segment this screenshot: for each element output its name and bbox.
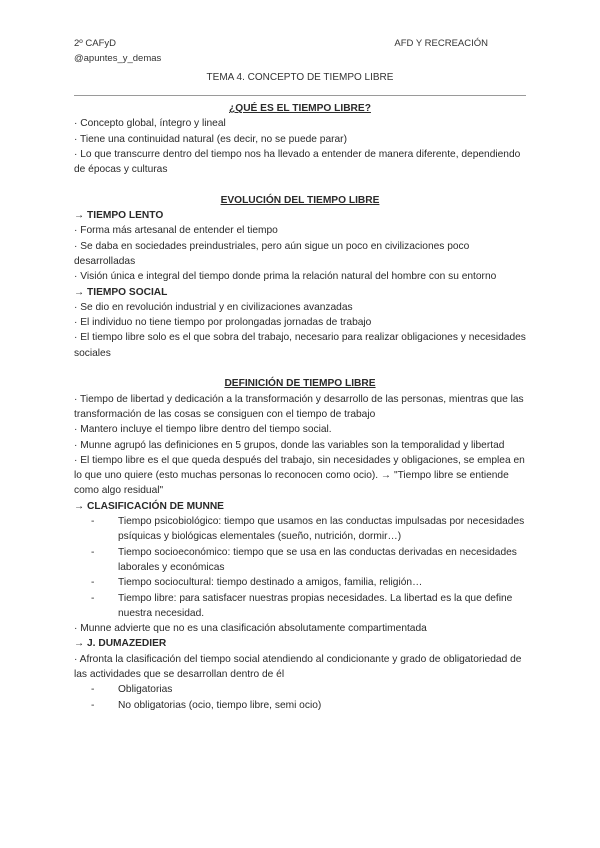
- list-item: - Tiempo sociocultural: tiempo destinado a amigos, familia, religión…: [74, 575, 526, 590]
- list-item: - No obligatorias (ocio, tiempo libre, semi ocio): [74, 698, 526, 713]
- bullet-line: · Munne advierte que no es una clasificación absolutamente compartimentada: [74, 623, 427, 635]
- list-item: - Obligatorias: [74, 682, 526, 697]
- bullet-line: · Se daba en sociedades preindustriales, pero aún sigue un poco en civilizaciones poco desarrolladas: [74, 240, 470, 267]
- list-item: - Tiempo socioeconómico: tiempo que se usa en las conductas derivadas en necesidades laborales y económicas: [91, 546, 517, 573]
- bullet-line: · Lo que transcurre dentro del tiempo nos ha llevado a entender de manera diferente, dependiendo de épocas y culturas: [74, 148, 521, 176]
- document-body: [74, 101, 526, 713]
- header-divider: [74, 95, 526, 96]
- bullet-line: · Visión única e integral del tiempo donde prima la relación natural del hombre con su entorno: [74, 271, 497, 283]
- bullet-line: · El tiempo libre solo es el que sobra del trabajo, necesario para realizar obligaciones y necesidades sociales: [74, 332, 526, 359]
- bullet-line: · Afronta la clasificación del tiempo social atendiendo al condicionante y grado de obligatoriedad de las actividades que se desarrollan dentro de él: [74, 653, 522, 680]
- course-label: 2º CAFyD: [74, 38, 117, 49]
- section-heading-definicion: DEFINICIÓN DE TIEMPO LIBRE: [224, 378, 376, 390]
- list-item: - Tiempo psicobiológico: tiempo que usamos en las conductas impulsadas por necesidades psíquicas y biológicas elementales (sueño, nutrición, dormir…): [91, 516, 525, 543]
- dash-marker: -: [91, 592, 95, 604]
- header-left: [74, 36, 161, 66]
- section-heading-evolucion: EVOLUCIÓN DEL TIEMPO LIBRE: [220, 194, 380, 206]
- dash-marker: -: [91, 516, 95, 528]
- bullet-line: · El tiempo libre es el que queda después del trabajo, sin necesidades y obligaciones, se emplea en lo que uno quiere (esto muchas personas lo reconocen como ocio). → "Tiempo libre se entiende como algo residual": [74, 454, 525, 497]
- page-title: TEMA 4. CONCEPTO DE TIEMPO LIBRE: [206, 72, 394, 83]
- bullet-line: · Mantero incluye el tiempo libre dentro del tiempo social.: [74, 424, 332, 436]
- bullet-line: · Concepto global, íntegro y lineal: [74, 118, 226, 130]
- section-heading-que-es: ¿QUÉ ES EL TIEMPO LIBRE?: [229, 103, 371, 114]
- bullet-line: · Tiene una continuidad natural (es decir, no se puede parar): [74, 133, 347, 145]
- bullet-line: · Tiempo de libertad y dedicación a la transformación y desarrollo de las personas, mientras que las transformación de las cosas se consiguen con el tiempo de trabajo: [74, 393, 524, 420]
- bullet-line: · El individuo no tiene tiempo por prolongadas jornadas de trabajo: [74, 317, 372, 329]
- dash-marker: -: [91, 546, 95, 558]
- dash-marker: -: [91, 577, 95, 589]
- subheading-dumazedier: → J. DUMAZEDIER: [74, 638, 167, 650]
- subject-label: AFD Y RECREACIÓN: [394, 38, 488, 49]
- subheading-tiempo-lento: → TIEMPO LENTO: [74, 210, 164, 222]
- bullet-line: · Se dio en revolución industrial y en civilizaciones avanzadas: [74, 301, 353, 313]
- bullet-line: · Forma más artesanal de entender el tiempo: [74, 225, 278, 237]
- list-item: - Tiempo libre: para satisfacer nuestras propias necesidades. La libertad es la que define nuestra necesidad.: [91, 592, 513, 619]
- subheading-tiempo-social: → TIEMPO SOCIAL: [74, 286, 168, 298]
- dash-marker: -: [91, 684, 95, 696]
- author-handle: @apuntes_y_demas: [74, 53, 162, 64]
- subheading-clasificacion-munne: → CLASIFICACIÓN DE MUNNE: [74, 500, 224, 512]
- dash-marker: -: [91, 699, 95, 711]
- bullet-line: · Munne agrupó las definiciones en 5 grupos, donde las variables son la temporalidad y libertad: [74, 439, 505, 451]
